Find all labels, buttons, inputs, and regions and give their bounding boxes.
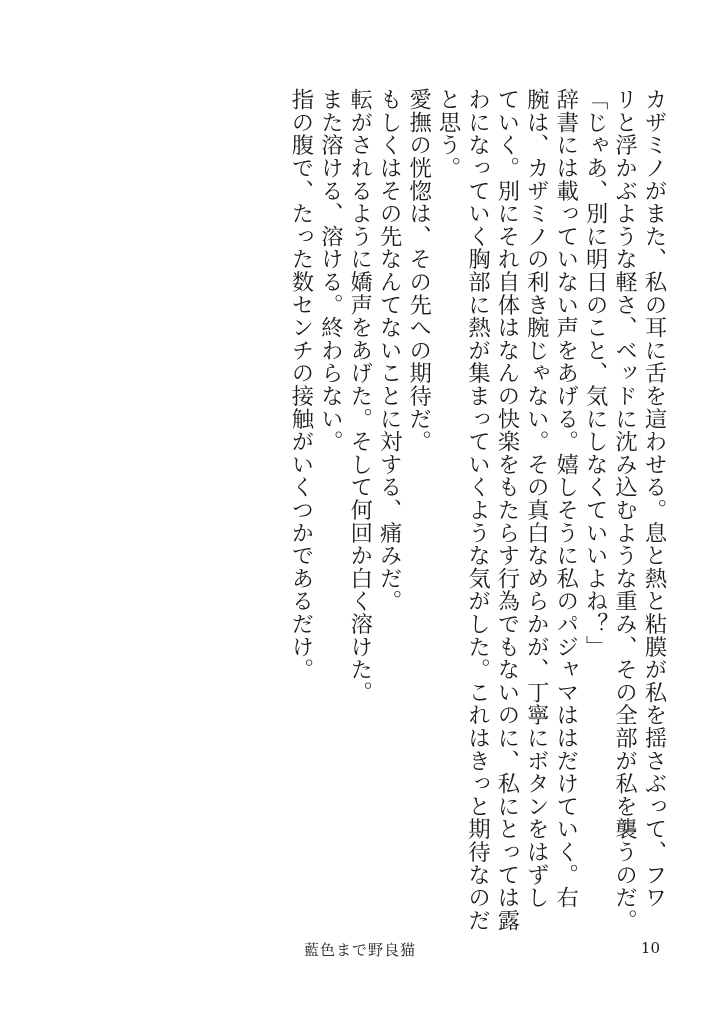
text-line: もしくはその先なんてないことに対する、痛みだ。 [376,88,403,613]
text-line: 愛撫の恍惚は、その先への期待だ。 [405,88,432,453]
text-line: 「じゃあ、別に明日のこと、気にしなくていいよね？」 [582,88,609,658]
text-line: また溶ける、溶ける。終わらない。 [317,88,344,453]
text-line: リと浮かぶような軽さ、ベッドに沈み込むような重み、その全部が私を襲うのだ。 [611,88,638,932]
text-line: カザミノがまた、私の耳に舌を這わせる。息と熱と粘膜が私を揺さぶって、フワ [641,88,667,909]
text-line: 指の腹で、たった数センチの接触がいくつかであるだけ。 [287,88,314,681]
text-line: 辞書には載っていない声をあげる。嬉しそうに私のパジャマははだけていく。右 [552,88,579,909]
text-line: 腕は、カザミノの利き腕じゃない。その真白なめらかが、丁寧にボタンをはずし [523,88,550,909]
text-line: わになっていく胸部に熱が集まっていくような気がした。これはきっと期待なのだ [464,88,491,932]
text-line: ていく。別にそれ自体はなんの快楽をもたらす行為でもないのに、私にとっては露 [493,88,520,932]
vertical-text-body [286,88,668,932]
page-number: 10 [640,939,660,957]
text-line: と思う。 [435,88,462,180]
text-line: 転がされるように嬌声をあげた。そして何回か白く溶けた。 [346,88,373,704]
book-title-footer: 藍色まで野良猫 [303,941,416,959]
